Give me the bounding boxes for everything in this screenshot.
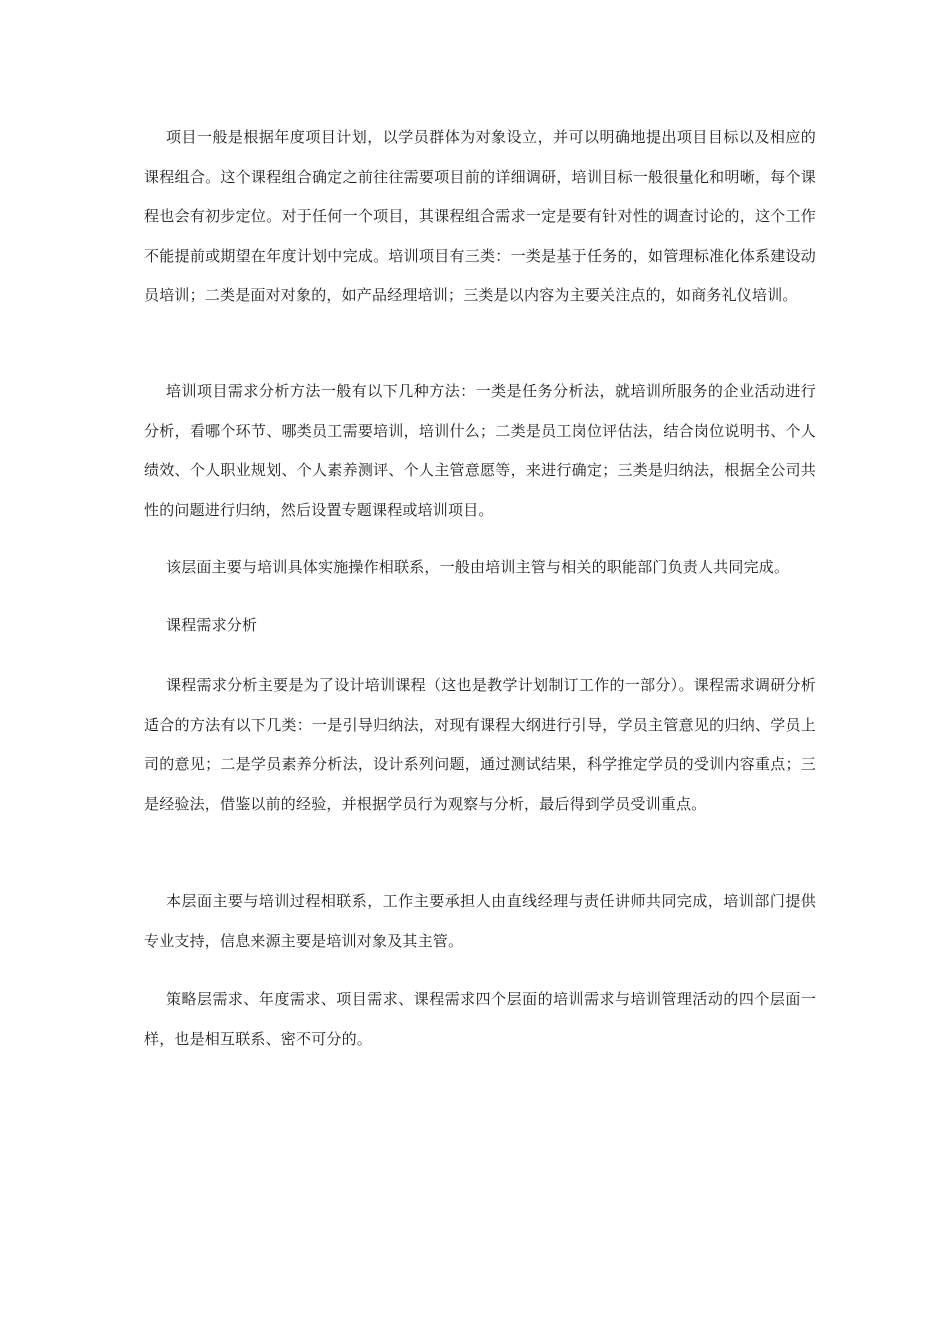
paragraph-course-level-responsibility: 本层面主要与培训过程相联系，工作主要承担人由直线经理与责任讲师共同完成，培训部门提供专业支持，信息来源主要是培训对象及其主管。	[144, 892, 816, 950]
paragraph-course-needs-analysis: 课程需求分析主要是为了设计培训课程（这也是教学计划制订工作的一部分）。课程需求调研分析适合的方法有以下几类：一是引导归纳法，对现有课程大纲进行引导，学员主管意见的归纳、学员上司的意见；二是学员素养分析法，设计系列问题，通过测试结果，科学推定学员的受训内容重点；三是经验法，借鉴以前的经验，并根据学员行为观察与分析，最后得到学员受训重点。	[144, 676, 816, 813]
paragraph-project-overview: 项目一般是根据年度项目计划，以学员群体为对象设立，并可以明确地提出项目目标以及相应的课程组合。这个课程组合确定之前往往需要项目前的详细调研，培训目标一般很量化和明晰，每个课程也会有初步定位。对于任何一个项目，其课程组合需求一定是要有针对性的调查讨论的，这个工作不能提前或期望在年度计划中完成。培训项目有三类：一类是基于任务的，如管理标准化体系建设动员培训；二类是面对对象的，如产品经理培训；三类是以内容为主要关注点的，如商务礼仪培训。	[144, 128, 816, 304]
paragraph-four-levels-summary: 策略层需求、年度需求、项目需求、课程需求四个层面的培训需求与培训管理活动的四个层面一样，也是相互联系、密不可分的。	[144, 990, 816, 1048]
paragraph-project-level-responsibility: 该层面主要与培训具体实施操作相联系，一般由培训主管与相关的职能部门负责人共同完成。	[166, 558, 790, 576]
paragraph-project-needs-methods: 培训项目需求分析方法一般有以下几种方法：一类是任务分析法，就培训所服务的企业活动进行分析，看哪个环节、哪类员工需要培训，培训什么；二类是员工岗位评估法，结合岗位说明书、个人绩效、个人职业规划、个人素养测评、个人主管意愿等，来进行确定；三类是归纳法，根据全公司共性的问题进行归纳，然后设置专题课程或培训项目。	[144, 382, 816, 519]
section-heading-course-needs: 课程需求分析	[166, 616, 258, 634]
